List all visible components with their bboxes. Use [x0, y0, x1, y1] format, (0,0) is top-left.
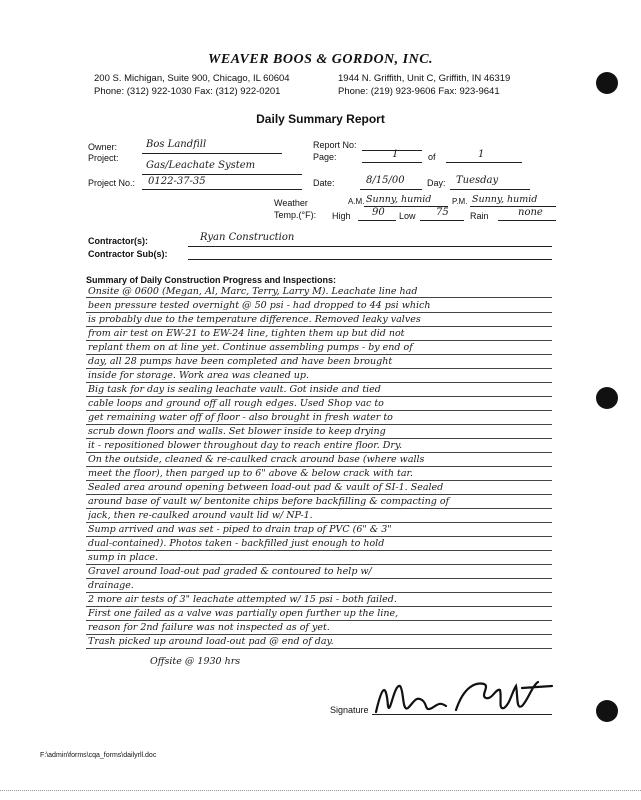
summary-rule — [86, 564, 552, 565]
project-no-line — [142, 189, 302, 190]
summary-line: On the outside, cleaned & re-caulked crack around base (where walls — [88, 454, 425, 465]
report-no-label: Report No: — [313, 140, 357, 150]
summary-rule — [86, 592, 552, 593]
summary-line: been pressure tested overnight @ 50 psi - had dropped to 44 psi which — [88, 300, 431, 311]
pm-line — [470, 206, 556, 207]
summary-line: Trash picked up around load-out pad @ end of day. — [88, 636, 334, 647]
summary-line: reason for 2nd failure was not inspected as of yet. — [88, 622, 330, 633]
signature-scribble — [372, 676, 558, 720]
contractor-label: Contractor(s): — [88, 236, 148, 246]
page-value: 1 — [392, 149, 399, 160]
summary-line: around base of vault w/ bentonite chips before backfilling & compacting of — [88, 496, 450, 507]
summary-rule — [86, 522, 552, 523]
chicago-office — [94, 72, 290, 98]
company-name: WEAVER BOOS & GORDON, INC. — [207, 52, 434, 67]
am-label: A.M. — [348, 197, 365, 206]
low-label: Low — [399, 211, 416, 221]
summary-line: meet the floor), then parged up to 6" above & below crack with tar. — [88, 468, 414, 479]
summary-line: it - repositioned blower throughout day to reach entire floor. Dry. — [88, 440, 403, 451]
summary-line: First one failed as a valve was partially open further up the line, — [88, 608, 399, 619]
summary-line: Sealed area around opening between load-out pad & vault of SI-1. Sealed — [88, 482, 444, 493]
summary-line: cable loops and ground off all rough edges. Used Shop vac to — [88, 398, 384, 409]
summary-rule — [86, 494, 552, 495]
owner-label: Owner: — [88, 142, 118, 152]
summary-line: day, all 28 pumps have been completed and have been brought — [88, 356, 393, 367]
of-label: of — [428, 152, 436, 162]
summary-line: 2 more air tests of 3" leachate attempted w/ 15 psi - both failed. — [88, 594, 397, 605]
summary-line: get remaining water off of floor - also brought in fresh water to — [88, 412, 393, 423]
pm-value: Sunny, humid — [472, 194, 538, 205]
punch-hole-bottom — [596, 700, 618, 722]
summary-line: from air test on EW-21 to EW-24 line, tighten them up but did not — [88, 328, 405, 339]
summary-rule — [86, 648, 552, 649]
project-label: Project: — [88, 153, 119, 163]
contractor-value: Ryan Construction — [200, 232, 295, 243]
summary-rule — [86, 508, 552, 509]
summary-rule — [86, 620, 552, 621]
summary-label: Summary of Daily Construction Progress and Inspections: — [86, 275, 337, 285]
summary-rule — [86, 550, 552, 551]
contractor-line — [188, 246, 552, 247]
page-line — [362, 162, 422, 163]
summary-rule — [86, 578, 552, 579]
summary-rule — [86, 382, 552, 383]
temp-label: Temp.(°F): — [274, 210, 317, 220]
owner-line — [142, 153, 282, 154]
punch-hole-middle — [596, 387, 618, 409]
summary-rule — [86, 312, 552, 313]
summary-rule — [86, 438, 552, 439]
low-line — [420, 220, 464, 221]
summary-line: scrub down floors and walls. Set blower inside to keep drying — [88, 426, 386, 437]
summary-rule — [86, 396, 552, 397]
rain-label: Rain — [470, 211, 489, 221]
summary-rule — [86, 410, 552, 411]
contractor-sub-label: Contractor Sub(s): — [88, 249, 168, 259]
of-value: 1 — [478, 149, 485, 160]
low-value: 75 — [436, 207, 449, 218]
griffith-address: 1944 N. Griffith, Unit C, Griffith, IN 46319 — [338, 73, 511, 84]
summary-line: jack, then re-caulked around vault lid w/ NP-1. — [88, 510, 313, 521]
punch-hole-top — [596, 72, 618, 94]
of-line — [446, 162, 522, 163]
summary-line: dual-contained). Photos taken - backfilled just enough to hold — [88, 538, 385, 549]
high-value: 90 — [372, 207, 385, 218]
griffith-office — [338, 72, 510, 98]
chicago-address: 200 S. Michigan, Suite 900, Chicago, IL 60604 — [94, 73, 290, 84]
signature-label: Signature — [330, 705, 369, 715]
summary-rule — [86, 606, 552, 607]
pm-label: P.M. — [452, 197, 468, 206]
weather-label: Weather — [274, 198, 308, 208]
day-label: Day: — [427, 178, 446, 188]
summary-line: inside for storage. Work area was cleaned up. — [88, 370, 310, 381]
chicago-phone: Phone: (312) 922-1030 Fax: (312) 922-0201 — [94, 86, 281, 97]
summary-line: is probably due to the temperature difference. Removed leaky valves — [88, 314, 421, 325]
day-value: Tuesday — [456, 175, 499, 186]
file-path: F:\admin\forms\cqa_forms\dailyrll.doc — [40, 752, 157, 759]
project-no-label: Project No.: — [88, 178, 136, 188]
summary-line: Big task for day is sealing leachate vault. Got inside and tied — [88, 384, 381, 395]
owner-value: Bos Landfill — [146, 139, 207, 150]
summary-rule — [86, 354, 552, 355]
high-line — [358, 220, 396, 221]
date-line — [360, 189, 422, 190]
day-line — [450, 189, 530, 190]
summary-rule — [86, 466, 552, 467]
griffith-phone: Phone: (219) 923-9606 Fax: 923-9641 — [338, 86, 500, 97]
summary-rule — [86, 536, 552, 537]
date-label: Date: — [313, 178, 335, 188]
contractor-sub-line — [188, 259, 552, 260]
summary-line: Offsite @ 1930 hrs — [150, 656, 241, 667]
summary-rule — [86, 634, 552, 635]
summary-rule — [86, 480, 552, 481]
summary-rule — [86, 368, 552, 369]
summary-line: replant them on at line yet. Continue assembling pumps - by end of — [88, 342, 413, 353]
report-title: Daily Summary Report — [256, 112, 385, 126]
rain-line — [498, 220, 556, 221]
footer-dashed-line — [0, 790, 641, 791]
summary-line: Onsite @ 0600 (Megan, Al, Marc, Terry, Larry M). Leachate line had — [88, 286, 418, 297]
high-label: High — [332, 211, 351, 221]
summary-rule — [86, 326, 552, 327]
summary-rule — [86, 452, 552, 453]
project-line — [142, 174, 302, 175]
summary-rule — [86, 340, 552, 341]
summary-line: sump in place. — [88, 552, 159, 563]
summary-line: Sump arrived and was set - piped to drain trap of PVC (6" & 3" — [88, 524, 392, 535]
project-no-value: 0122-37-35 — [148, 176, 206, 187]
date-value: 8/15/00 — [366, 175, 405, 186]
project-value: Gas/Leachate System — [146, 160, 256, 171]
summary-rule — [86, 424, 552, 425]
page-label: Page: — [313, 152, 337, 162]
rain-value: none — [518, 207, 543, 218]
summary-line: drainage. — [88, 580, 134, 591]
am-value: Sunny, humid — [366, 194, 432, 205]
summary-line: Gravel around load-out pad graded & contoured to help w/ — [88, 566, 372, 577]
